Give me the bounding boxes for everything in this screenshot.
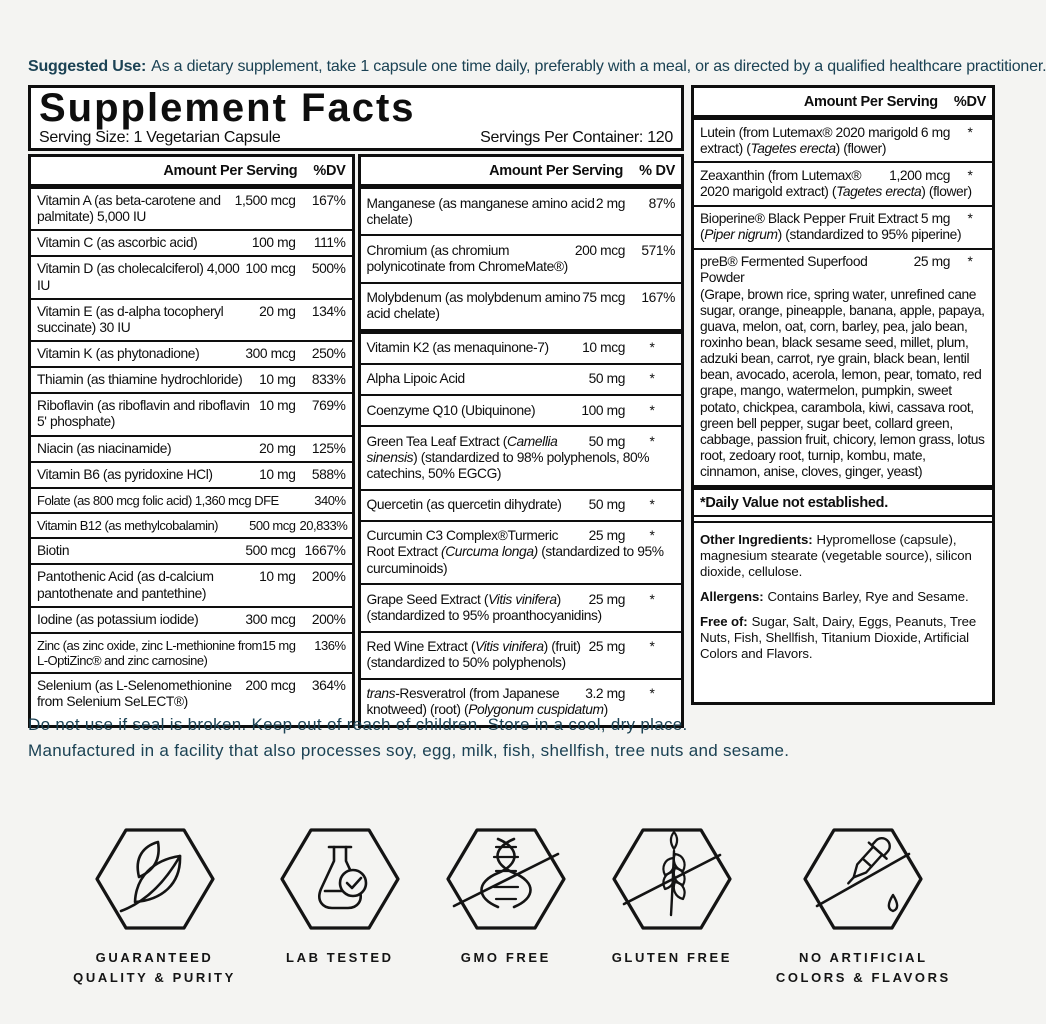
row-daily-value: * <box>649 433 655 449</box>
free-of-label: Free of: <box>700 614 748 630</box>
row-amount: 15 mg <box>261 637 296 653</box>
table-row <box>31 229 352 255</box>
double-rule-divider <box>694 515 992 523</box>
row-amount: 25 mg <box>913 254 950 270</box>
row-nutrient-name: Vitamin B12 (as methylcobalamin) <box>37 518 219 534</box>
row-daily-value: 200% <box>311 569 346 585</box>
row-amount: 10 mg <box>259 569 296 585</box>
row-nutrient-name: Grape Seed Extract (Vitis vinifera) (standardized to 95% proanthocyanidins) <box>366 591 602 623</box>
row-amount: 25 mg <box>588 639 625 655</box>
row-daily-value: * <box>649 371 655 387</box>
row-nutrient-name: Thiamin (as thiamine hydrochloride) <box>37 372 243 388</box>
row-daily-value: 1667% <box>304 543 346 559</box>
row-daily-value: * <box>649 497 655 513</box>
row-nutrient-name: Riboflavin (as riboflavin and riboflavin 5' phosphate) <box>37 398 250 430</box>
table-row <box>361 489 682 520</box>
row-nutrient-name: preB® Fermented Superfood Powder <box>700 254 868 286</box>
row-nutrient-name: Biotin <box>37 543 70 559</box>
row-amount: 100 mg <box>251 235 296 251</box>
row-daily-value: 111% <box>313 235 346 251</box>
row-amount: 50 mg <box>588 497 625 513</box>
other-ingredients <box>694 532 992 580</box>
column-1-header <box>31 157 352 189</box>
row-daily-value: 136% <box>314 637 346 653</box>
row-amount: 20 mg <box>259 440 296 456</box>
row-amount: 200 mcg <box>245 678 296 694</box>
free-of-text: Sugar, Salt, Dairy, Eggs, Peanuts, Tree Nuts, Fish, Shellfish, Titanium Dioxide, Artificial Colors and Flavors. <box>700 614 977 662</box>
row-nutrient-name: Zeaxanthin (from Lutemax® 2020 marigold extract) (Tagetes erecta) (flower) <box>700 167 972 199</box>
suggested-use-line <box>28 58 1046 76</box>
amount-per-serving-header: Amount Per Serving <box>489 163 624 179</box>
nutrient-column-2 <box>358 154 685 728</box>
badge-label: LAB TESTED <box>286 949 394 965</box>
row-nutrient-name: Vitamin C (as ascorbic acid) <box>37 235 198 251</box>
table-row <box>31 672 352 714</box>
row-amount: 75 mcg <box>582 290 625 306</box>
row-daily-value: * <box>967 167 973 183</box>
daily-value-footnote: *Daily Value not established. <box>694 485 992 515</box>
table-row <box>31 298 352 340</box>
row-amount: 20 mg <box>259 303 296 319</box>
dv-header: % DV <box>639 163 675 179</box>
table-row <box>31 255 352 297</box>
suggested-use-label: Suggested Use: <box>28 58 147 75</box>
lab-flask-icon <box>280 827 400 931</box>
main-facts-area <box>28 85 684 718</box>
row-nutrient-name: Alpha Lipoic Acid <box>366 371 465 387</box>
table-row <box>31 366 352 392</box>
row-nutrient-name: Coenzyme Q10 (Ubiquinone) <box>366 402 536 418</box>
row-amount: 5 mg <box>920 211 950 227</box>
dropper-icon <box>803 827 923 931</box>
leaf-icon <box>95 827 215 931</box>
table-row <box>361 583 682 630</box>
row-amount: 6 mg <box>920 124 950 140</box>
row-daily-value: * <box>649 402 655 418</box>
table-row <box>361 234 682 281</box>
table-row <box>694 205 992 248</box>
row-daily-value: * <box>649 528 655 544</box>
row-daily-value: 769% <box>311 398 346 414</box>
row-amount: 500 mcg <box>249 518 296 534</box>
certification-badge <box>73 827 236 990</box>
row-amount: 25 mg <box>588 528 625 544</box>
badge-label: GUARANTEED QUALITY & PURITY <box>73 949 236 986</box>
row-daily-value: 125% <box>311 440 346 456</box>
certification-badge <box>776 827 951 990</box>
supplement-facts-panel <box>28 85 996 718</box>
row-amount: 1,500 mcg <box>234 193 296 208</box>
table-row <box>31 435 352 461</box>
certification-badge <box>444 827 568 969</box>
row-amount: 100 mg <box>581 402 625 418</box>
allergens <box>694 589 992 605</box>
column-1-rows <box>31 189 352 714</box>
row-nutrient-name: Vitamin B6 (as pyridoxine HCl) <box>37 466 213 482</box>
amount-per-serving-header: Amount Per Serving <box>163 163 298 179</box>
row-nutrient-name: Iodine (as potassium iodide) <box>37 611 199 627</box>
table-row <box>361 394 682 425</box>
row-daily-value: 167% <box>311 193 346 208</box>
row-amount: 2 mg <box>595 195 625 211</box>
row-daily-value: 200% <box>311 611 346 627</box>
row-daily-value: 167% <box>641 290 675 306</box>
column-3-header <box>694 88 992 120</box>
row-nutrient-name: Selenium (as L-Selenomethionine from Selenium SeLECT®) <box>37 678 232 710</box>
row-nutrient-name: Quercetin (as quercetin dihydrate) <box>366 497 562 513</box>
badge-label: NO ARTIFICIAL COLORS & FLAVORS <box>775 949 951 986</box>
row-daily-value: 134% <box>311 303 346 319</box>
row-nutrient-name: Green Tea Leaf Extract (Camellia sinensis) (standardized to 98% polyphenols, 80% catechins, 50% EGCG) <box>366 433 650 482</box>
row-ingredient-list: (Grape, brown rice, spring water, unrefined cane sugar, orange, pineapple, banana, apple, papaya, guava, melon, oat, corn, barley, pea, jalo bean, roxinho bean, black sesame seed, millet, plum, adzuki bean, carrot, rye grain, black bean, lentil bean, avocado, acerola, lemon, pear, tomato, red grape, mango, watermelon, pumpkin, sweet potato, chickpea, carambola, kiwi, cassava root, green bell pepper, sugar beet, collard green, cabbage, passion fruit, chicory, lemon grass, lotus root, zedoary root, turnip, kombu, mate, cinnamon, anise, cloves, ginger, yeast) <box>700 286 985 480</box>
table-row <box>361 329 682 363</box>
row-daily-value: 340% <box>314 492 346 508</box>
suggested-use-text: As a dietary supplement, take 1 capsule one time daily, preferably with a meal, or as directed by a qualified healthcare practitioner. <box>151 58 1046 75</box>
table-row <box>694 120 992 161</box>
row-daily-value: * <box>649 591 655 607</box>
servings-per-container: Servings Per Container: 120 <box>480 129 673 147</box>
row-nutrient-name: trans-Resveratrol (from Japanese knotweed) (root) (Polygonum cuspidatum) <box>366 686 608 718</box>
table-row <box>31 461 352 487</box>
row-daily-value: 364% <box>311 678 346 694</box>
column-2-header <box>361 157 682 189</box>
row-daily-value: * <box>649 340 655 356</box>
row-amount: 300 mcg <box>245 345 296 361</box>
table-row <box>361 631 682 678</box>
table-row <box>31 392 352 434</box>
table-row <box>31 340 352 366</box>
amount-per-serving-header: Amount Per Serving <box>803 94 938 110</box>
allergens-label: Allergens: <box>700 589 764 605</box>
row-nutrient-name: Molybdenum (as molybdenum amino acid chelate) <box>366 290 581 322</box>
nutrient-column-3 <box>691 85 995 705</box>
row-daily-value: 571% <box>641 242 675 258</box>
row-amount: 10 mg <box>259 372 296 388</box>
row-amount: 3.2 mg <box>585 686 625 702</box>
table-row <box>31 606 352 632</box>
certification-badge <box>278 827 402 969</box>
row-amount: 50 mg <box>588 371 625 387</box>
row-nutrient-name: Lutein (from Lutemax® 2020 marigold extract) (Tagetes erecta) (flower) <box>700 124 918 156</box>
row-daily-value: 20,833% <box>299 518 348 534</box>
row-daily-value: * <box>649 686 655 702</box>
row-daily-value: 500% <box>311 261 346 277</box>
row-nutrient-name: Chromium (as chromium polynicotinate from ChromeMate®) <box>366 242 568 274</box>
table-row <box>31 487 352 512</box>
table-row <box>361 425 682 488</box>
row-amount: 25 mg <box>588 591 625 607</box>
row-nutrient-name: Vitamin K (as phytonadione) <box>37 345 200 361</box>
table-row <box>361 363 682 394</box>
row-amount: 200 mcg <box>574 242 625 258</box>
row-nutrient-name: Curcumin C3 Complex®Turmeric Root Extract (Curcuma longa) (standardized to 95% curcuminoids) <box>366 528 664 576</box>
row-amount: 10 mg <box>259 398 296 414</box>
other-ingredients-label: Other Ingredients: <box>700 531 813 547</box>
row-amount: 100 mcg <box>245 261 296 277</box>
row-daily-value: 833% <box>311 372 346 388</box>
table-row <box>361 520 682 583</box>
badge-label: GLUTEN FREE <box>611 949 733 965</box>
column-2-rows <box>361 189 682 725</box>
row-daily-value: * <box>967 211 973 227</box>
row-daily-value: * <box>967 124 973 140</box>
certification-badge <box>610 827 734 969</box>
row-nutrient-name: Red Wine Extract (Vitis vinifera) (fruit) (standardized to 50% polyphenols) <box>366 639 581 671</box>
warnings-block <box>28 712 996 765</box>
panel-title: Supplement Facts <box>39 86 416 130</box>
other-ingredients-text: Hypromellose (capsule), magnesium stearate (vegetable source), silicon dioxide, cellulose. <box>700 531 972 579</box>
table-row <box>31 563 352 605</box>
row-nutrient-name: Pantothenic Acid (as d-calcium pantothenate and pantethine) <box>37 569 214 601</box>
certification-badges <box>28 827 996 990</box>
table-row <box>31 632 352 672</box>
serving-size: Serving Size: 1 Vegetarian Capsule <box>39 129 281 147</box>
row-nutrient-name: Zinc (as zinc oxide, zinc L-methionine from L-OptiZinc® and zinc carnosine) <box>37 637 262 668</box>
title-box <box>28 85 684 151</box>
row-daily-value: 87% <box>648 195 675 211</box>
row-daily-value: * <box>649 639 655 655</box>
row-nutrient-name: Manganese (as manganese amino acid chelate) <box>366 195 595 227</box>
allergens-text: Contains Barley, Rye and Sesame. <box>767 589 969 605</box>
table-row <box>694 161 992 204</box>
table-row <box>31 537 352 563</box>
table-row <box>361 189 682 234</box>
table-row <box>31 512 352 537</box>
row-nutrient-name: Vitamin E (as d-alpha tocopheryl succinate) 30 IU <box>37 303 224 335</box>
row-nutrient-name: Bioperine® Black Pepper Fruit Extract (Piper nigrum) (standardized to 95% piperine) <box>700 211 962 243</box>
row-nutrient-name: Vitamin D (as cholecalciferol) 4,000 IU <box>37 261 240 293</box>
table-row <box>694 248 992 485</box>
row-amount: 10 mg <box>259 466 296 482</box>
row-nutrient-name: Vitamin A (as beta-carotene and palmitate) 5,000 IU <box>37 193 221 225</box>
row-amount: 500 mcg <box>245 543 296 559</box>
warning-line-2: Manufactured in a facility that also processes soy, egg, milk, fish, shellfish, tree nuts and sesame. <box>28 741 790 761</box>
table-row <box>31 189 352 229</box>
badge-label: GMO FREE <box>460 949 551 965</box>
row-daily-value: 588% <box>311 466 346 482</box>
nutrient-columns <box>28 154 684 728</box>
serving-line <box>39 129 673 147</box>
row-nutrient-name: Vitamin K2 (as menaquinone-7) <box>366 340 549 356</box>
warning-line-1: Do not use if seal is broken. Keep out of reach of children. Store in a cool, dry place. <box>28 715 688 734</box>
row-amount: 50 mg <box>588 433 625 449</box>
row-amount: 10 mcg <box>582 340 625 356</box>
row-nutrient-name: Niacin (as niacinamide) <box>37 440 172 456</box>
table-row <box>361 282 682 329</box>
row-daily-value: 250% <box>311 345 346 361</box>
row-amount: 300 mcg <box>245 611 296 627</box>
dv-header: %DV <box>953 94 986 110</box>
wheat-icon <box>612 827 732 931</box>
row-amount: 1,200 mcg <box>889 167 950 183</box>
dna-icon <box>446 827 566 931</box>
row-daily-value: * <box>967 254 973 270</box>
column-3-rows <box>694 120 992 485</box>
free-of <box>694 614 992 662</box>
row-nutrient-name: Folate (as 800 mcg folic acid) 1,360 mcg DFE <box>37 492 279 508</box>
nutrient-column-1 <box>28 154 355 728</box>
dv-header: %DV <box>313 163 346 179</box>
